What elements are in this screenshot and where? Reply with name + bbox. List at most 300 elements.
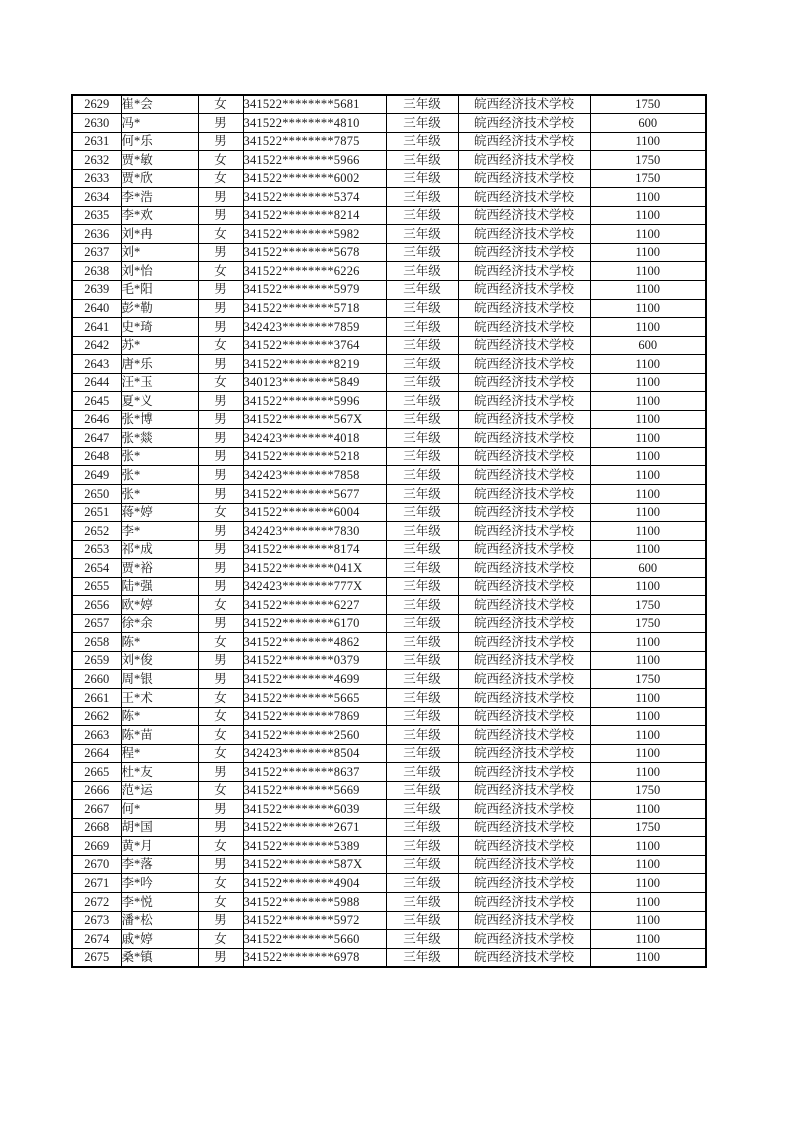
amount-cell: 1100 xyxy=(590,373,706,392)
id-number-cell: 342423********777X xyxy=(243,577,386,596)
table-row xyxy=(72,559,706,578)
amount-cell: 1100 xyxy=(590,837,706,856)
gender-cell: 男 xyxy=(198,114,243,133)
id-number-cell: 341522********5389 xyxy=(243,837,386,856)
table-row xyxy=(72,151,706,170)
grade-cell: 三年级 xyxy=(386,262,458,281)
school-cell: 皖西经济技术学校 xyxy=(458,336,590,355)
gender-cell: 男 xyxy=(198,559,243,578)
table-row xyxy=(72,262,706,281)
grade-cell: 三年级 xyxy=(386,726,458,745)
grade-cell: 三年级 xyxy=(386,299,458,318)
id-number-cell: 341522********5660 xyxy=(243,930,386,949)
grade-cell: 三年级 xyxy=(386,855,458,874)
serial-cell: 2666 xyxy=(72,781,121,800)
id-number-cell: 342423********4018 xyxy=(243,429,386,448)
table-row xyxy=(72,577,706,596)
id-number-cell: 342423********8504 xyxy=(243,744,386,763)
amount-cell: 1100 xyxy=(590,540,706,559)
serial-cell: 2672 xyxy=(72,893,121,912)
id-number-cell: 341522********5677 xyxy=(243,484,386,503)
serial-cell: 2644 xyxy=(72,373,121,392)
id-number-cell: 341522********5681 xyxy=(243,95,386,114)
serial-cell: 2630 xyxy=(72,114,121,133)
name-cell: 祁*成 xyxy=(121,540,198,559)
school-cell: 皖西经济技术学校 xyxy=(458,744,590,763)
school-cell: 皖西经济技术学校 xyxy=(458,874,590,893)
gender-cell: 男 xyxy=(198,410,243,429)
table-row xyxy=(72,169,706,188)
name-cell: 何*乐 xyxy=(121,132,198,151)
gender-cell: 男 xyxy=(198,299,243,318)
grade-cell: 三年级 xyxy=(386,188,458,207)
amount-cell: 1100 xyxy=(590,522,706,541)
gender-cell: 男 xyxy=(198,188,243,207)
grade-cell: 三年级 xyxy=(386,818,458,837)
school-cell: 皖西经济技术学校 xyxy=(458,503,590,522)
name-cell: 唐*乐 xyxy=(121,355,198,374)
gender-cell: 男 xyxy=(198,355,243,374)
serial-cell: 2633 xyxy=(72,169,121,188)
serial-cell: 2640 xyxy=(72,299,121,318)
grade-cell: 三年级 xyxy=(386,206,458,225)
table-row xyxy=(72,930,706,949)
id-number-cell: 341522********5374 xyxy=(243,188,386,207)
school-cell: 皖西经济技术学校 xyxy=(458,651,590,670)
gender-cell: 男 xyxy=(198,522,243,541)
serial-cell: 2651 xyxy=(72,503,121,522)
amount-cell: 1100 xyxy=(590,707,706,726)
id-number-cell: 341522********5669 xyxy=(243,781,386,800)
table-row xyxy=(72,225,706,244)
gender-cell: 男 xyxy=(198,911,243,930)
id-number-cell: 341522********6226 xyxy=(243,262,386,281)
amount-cell: 1100 xyxy=(590,484,706,503)
serial-cell: 2662 xyxy=(72,707,121,726)
grade-cell: 三年级 xyxy=(386,911,458,930)
table-row xyxy=(72,429,706,448)
school-cell: 皖西经济技术学校 xyxy=(458,169,590,188)
id-number-cell: 341522********4904 xyxy=(243,874,386,893)
amount-cell: 1100 xyxy=(590,744,706,763)
school-cell: 皖西经济技术学校 xyxy=(458,633,590,652)
grade-cell: 三年级 xyxy=(386,670,458,689)
serial-cell: 2645 xyxy=(72,392,121,411)
serial-cell: 2654 xyxy=(72,559,121,578)
table-row xyxy=(72,763,706,782)
gender-cell: 男 xyxy=(198,466,243,485)
table-row xyxy=(72,744,706,763)
student-funding-table-container xyxy=(71,94,707,968)
amount-cell: 1100 xyxy=(590,262,706,281)
grade-cell: 三年级 xyxy=(386,392,458,411)
id-number-cell: 341522********5979 xyxy=(243,280,386,299)
id-number-cell: 342423********7859 xyxy=(243,318,386,337)
school-cell: 皖西经济技术学校 xyxy=(458,114,590,133)
id-number-cell: 341522********6170 xyxy=(243,614,386,633)
amount-cell: 1100 xyxy=(590,911,706,930)
amount-cell: 1100 xyxy=(590,392,706,411)
grade-cell: 三年级 xyxy=(386,744,458,763)
amount-cell: 1100 xyxy=(590,318,706,337)
grade-cell: 三年级 xyxy=(386,930,458,949)
serial-cell: 2655 xyxy=(72,577,121,596)
table-row xyxy=(72,318,706,337)
table-row xyxy=(72,614,706,633)
amount-cell: 1100 xyxy=(590,633,706,652)
amount-cell: 1100 xyxy=(590,503,706,522)
gender-cell: 女 xyxy=(198,744,243,763)
table-row xyxy=(72,410,706,429)
amount-cell: 1100 xyxy=(590,651,706,670)
school-cell: 皖西经济技术学校 xyxy=(458,225,590,244)
name-cell: 刘* xyxy=(121,243,198,262)
amount-cell: 1750 xyxy=(590,169,706,188)
name-cell: 李* xyxy=(121,522,198,541)
id-number-cell: 342423********7830 xyxy=(243,522,386,541)
serial-cell: 2641 xyxy=(72,318,121,337)
name-cell: 戚*婷 xyxy=(121,930,198,949)
gender-cell: 男 xyxy=(198,818,243,837)
id-number-cell: 340123********5849 xyxy=(243,373,386,392)
id-number-cell: 341522********5678 xyxy=(243,243,386,262)
amount-cell: 1100 xyxy=(590,280,706,299)
id-number-cell: 341522********567X xyxy=(243,410,386,429)
school-cell: 皖西经济技术学校 xyxy=(458,262,590,281)
id-number-cell: 341522********7869 xyxy=(243,707,386,726)
grade-cell: 三年级 xyxy=(386,114,458,133)
school-cell: 皖西经济技术学校 xyxy=(458,373,590,392)
name-cell: 贾*裕 xyxy=(121,559,198,578)
serial-cell: 2671 xyxy=(72,874,121,893)
id-number-cell: 341522********8219 xyxy=(243,355,386,374)
gender-cell: 男 xyxy=(198,484,243,503)
table-row xyxy=(72,633,706,652)
id-number-cell: 341522********8637 xyxy=(243,763,386,782)
gender-cell: 女 xyxy=(198,262,243,281)
table-row xyxy=(72,818,706,837)
serial-cell: 2635 xyxy=(72,206,121,225)
amount-cell: 1750 xyxy=(590,818,706,837)
gender-cell: 女 xyxy=(198,95,243,114)
table-row xyxy=(72,540,706,559)
school-cell: 皖西经济技术学校 xyxy=(458,707,590,726)
table-row xyxy=(72,707,706,726)
name-cell: 张*燚 xyxy=(121,429,198,448)
id-number-cell: 341522********5966 xyxy=(243,151,386,170)
table-row xyxy=(72,447,706,466)
amount-cell: 1100 xyxy=(590,132,706,151)
serial-cell: 2650 xyxy=(72,484,121,503)
name-cell: 陈* xyxy=(121,633,198,652)
school-cell: 皖西经济技术学校 xyxy=(458,206,590,225)
id-number-cell: 341522********0379 xyxy=(243,651,386,670)
grade-cell: 三年级 xyxy=(386,280,458,299)
school-cell: 皖西经济技术学校 xyxy=(458,188,590,207)
id-number-cell: 341522********587X xyxy=(243,855,386,874)
id-number-cell: 342423********7858 xyxy=(243,466,386,485)
id-number-cell: 341522********5972 xyxy=(243,911,386,930)
grade-cell: 三年级 xyxy=(386,948,458,967)
school-cell: 皖西经济技术学校 xyxy=(458,559,590,578)
id-number-cell: 341522********8174 xyxy=(243,540,386,559)
name-cell: 李*浩 xyxy=(121,188,198,207)
name-cell: 陈*苗 xyxy=(121,726,198,745)
table-row xyxy=(72,800,706,819)
id-number-cell: 341522********6039 xyxy=(243,800,386,819)
gender-cell: 女 xyxy=(198,930,243,949)
grade-cell: 三年级 xyxy=(386,355,458,374)
name-cell: 周*银 xyxy=(121,670,198,689)
table-row xyxy=(72,206,706,225)
id-number-cell: 341522********4862 xyxy=(243,633,386,652)
serial-cell: 2634 xyxy=(72,188,121,207)
table-row xyxy=(72,948,706,967)
amount-cell: 1100 xyxy=(590,466,706,485)
name-cell: 贾*敏 xyxy=(121,151,198,170)
gender-cell: 女 xyxy=(198,503,243,522)
school-cell: 皖西经济技术学校 xyxy=(458,855,590,874)
school-cell: 皖西经济技术学校 xyxy=(458,614,590,633)
gender-cell: 女 xyxy=(198,689,243,708)
grade-cell: 三年级 xyxy=(386,651,458,670)
name-cell: 贾*欣 xyxy=(121,169,198,188)
school-cell: 皖西经济技术学校 xyxy=(458,299,590,318)
gender-cell: 男 xyxy=(198,132,243,151)
gender-cell: 女 xyxy=(198,633,243,652)
amount-cell: 1100 xyxy=(590,299,706,318)
name-cell: 苏* xyxy=(121,336,198,355)
amount-cell: 1100 xyxy=(590,243,706,262)
table-row xyxy=(72,95,706,114)
student-funding-table xyxy=(71,94,707,968)
grade-cell: 三年级 xyxy=(386,559,458,578)
table-row xyxy=(72,522,706,541)
gender-cell: 男 xyxy=(198,429,243,448)
grade-cell: 三年级 xyxy=(386,596,458,615)
id-number-cell: 341522********2671 xyxy=(243,818,386,837)
name-cell: 杜*友 xyxy=(121,763,198,782)
amount-cell: 1750 xyxy=(590,781,706,800)
name-cell: 刘*冉 xyxy=(121,225,198,244)
serial-cell: 2652 xyxy=(72,522,121,541)
table-row xyxy=(72,781,706,800)
table-row xyxy=(72,484,706,503)
name-cell: 欧*婷 xyxy=(121,596,198,615)
school-cell: 皖西经济技术学校 xyxy=(458,818,590,837)
gender-cell: 男 xyxy=(198,614,243,633)
name-cell: 刘*怡 xyxy=(121,262,198,281)
school-cell: 皖西经济技术学校 xyxy=(458,540,590,559)
school-cell: 皖西经济技术学校 xyxy=(458,930,590,949)
grade-cell: 三年级 xyxy=(386,577,458,596)
name-cell: 李*落 xyxy=(121,855,198,874)
id-number-cell: 341522********4810 xyxy=(243,114,386,133)
name-cell: 张* xyxy=(121,447,198,466)
amount-cell: 600 xyxy=(590,114,706,133)
gender-cell: 男 xyxy=(198,540,243,559)
amount-cell: 1100 xyxy=(590,225,706,244)
grade-cell: 三年级 xyxy=(386,781,458,800)
serial-cell: 2659 xyxy=(72,651,121,670)
amount-cell: 1100 xyxy=(590,763,706,782)
id-number-cell: 341522********6002 xyxy=(243,169,386,188)
table-row xyxy=(72,911,706,930)
id-number-cell: 341522********4699 xyxy=(243,670,386,689)
table-row xyxy=(72,373,706,392)
serial-cell: 2649 xyxy=(72,466,121,485)
id-number-cell: 341522********041X xyxy=(243,559,386,578)
gender-cell: 男 xyxy=(198,318,243,337)
grade-cell: 三年级 xyxy=(386,763,458,782)
name-cell: 毛*阳 xyxy=(121,280,198,299)
name-cell: 汪*玉 xyxy=(121,373,198,392)
name-cell: 蒋*婷 xyxy=(121,503,198,522)
id-number-cell: 341522********3764 xyxy=(243,336,386,355)
school-cell: 皖西经济技术学校 xyxy=(458,726,590,745)
name-cell: 夏*义 xyxy=(121,392,198,411)
amount-cell: 600 xyxy=(590,336,706,355)
school-cell: 皖西经济技术学校 xyxy=(458,243,590,262)
gender-cell: 男 xyxy=(198,670,243,689)
school-cell: 皖西经济技术学校 xyxy=(458,392,590,411)
name-cell: 李*欢 xyxy=(121,206,198,225)
id-number-cell: 341522********7875 xyxy=(243,132,386,151)
amount-cell: 1100 xyxy=(590,800,706,819)
table-row xyxy=(72,132,706,151)
gender-cell: 女 xyxy=(198,336,243,355)
gender-cell: 女 xyxy=(198,707,243,726)
school-cell: 皖西经济技术学校 xyxy=(458,911,590,930)
serial-cell: 2643 xyxy=(72,355,121,374)
id-number-cell: 341522********6004 xyxy=(243,503,386,522)
name-cell: 刘*俊 xyxy=(121,651,198,670)
grade-cell: 三年级 xyxy=(386,225,458,244)
grade-cell: 三年级 xyxy=(386,503,458,522)
table-row xyxy=(72,893,706,912)
amount-cell: 1750 xyxy=(590,596,706,615)
gender-cell: 女 xyxy=(198,893,243,912)
id-number-cell: 341522********5218 xyxy=(243,447,386,466)
serial-cell: 2664 xyxy=(72,744,121,763)
amount-cell: 1750 xyxy=(590,614,706,633)
grade-cell: 三年级 xyxy=(386,893,458,912)
gender-cell: 男 xyxy=(198,948,243,967)
gender-cell: 男 xyxy=(198,447,243,466)
name-cell: 徐*余 xyxy=(121,614,198,633)
amount-cell: 600 xyxy=(590,559,706,578)
school-cell: 皖西经济技术学校 xyxy=(458,948,590,967)
gender-cell: 男 xyxy=(198,800,243,819)
name-cell: 王*术 xyxy=(121,689,198,708)
serial-cell: 2668 xyxy=(72,818,121,837)
name-cell: 何* xyxy=(121,800,198,819)
id-number-cell: 341522********5982 xyxy=(243,225,386,244)
grade-cell: 三年级 xyxy=(386,336,458,355)
school-cell: 皖西经济技术学校 xyxy=(458,151,590,170)
table-row xyxy=(72,596,706,615)
id-number-cell: 341522********6227 xyxy=(243,596,386,615)
school-cell: 皖西经济技术学校 xyxy=(458,429,590,448)
table-row xyxy=(72,651,706,670)
id-number-cell: 341522********5665 xyxy=(243,689,386,708)
table-row xyxy=(72,243,706,262)
grade-cell: 三年级 xyxy=(386,466,458,485)
id-number-cell: 341522********5988 xyxy=(243,893,386,912)
grade-cell: 三年级 xyxy=(386,614,458,633)
gender-cell: 女 xyxy=(198,837,243,856)
serial-cell: 2669 xyxy=(72,837,121,856)
gender-cell: 男 xyxy=(198,243,243,262)
name-cell: 冯* xyxy=(121,114,198,133)
amount-cell: 1100 xyxy=(590,355,706,374)
serial-cell: 2661 xyxy=(72,689,121,708)
school-cell: 皖西经济技术学校 xyxy=(458,447,590,466)
grade-cell: 三年级 xyxy=(386,540,458,559)
school-cell: 皖西经济技术学校 xyxy=(458,837,590,856)
grade-cell: 三年级 xyxy=(386,484,458,503)
table-row xyxy=(72,503,706,522)
amount-cell: 1100 xyxy=(590,447,706,466)
grade-cell: 三年级 xyxy=(386,169,458,188)
gender-cell: 男 xyxy=(198,651,243,670)
school-cell: 皖西经济技术学校 xyxy=(458,280,590,299)
name-cell: 崔*会 xyxy=(121,95,198,114)
table-row xyxy=(72,874,706,893)
gender-cell: 女 xyxy=(198,373,243,392)
grade-cell: 三年级 xyxy=(386,874,458,893)
school-cell: 皖西经济技术学校 xyxy=(458,689,590,708)
id-number-cell: 341522********8214 xyxy=(243,206,386,225)
table-row xyxy=(72,670,706,689)
school-cell: 皖西经济技术学校 xyxy=(458,95,590,114)
serial-cell: 2658 xyxy=(72,633,121,652)
id-number-cell: 341522********5996 xyxy=(243,392,386,411)
table-row xyxy=(72,726,706,745)
name-cell: 张*博 xyxy=(121,410,198,429)
grade-cell: 三年级 xyxy=(386,151,458,170)
gender-cell: 男 xyxy=(198,855,243,874)
amount-cell: 1100 xyxy=(590,188,706,207)
school-cell: 皖西经济技术学校 xyxy=(458,670,590,689)
gender-cell: 女 xyxy=(198,225,243,244)
id-number-cell: 341522********6978 xyxy=(243,948,386,967)
name-cell: 范*运 xyxy=(121,781,198,800)
gender-cell: 女 xyxy=(198,151,243,170)
name-cell: 潘*松 xyxy=(121,911,198,930)
serial-cell: 2656 xyxy=(72,596,121,615)
name-cell: 李*悦 xyxy=(121,893,198,912)
grade-cell: 三年级 xyxy=(386,447,458,466)
amount-cell: 1100 xyxy=(590,855,706,874)
school-cell: 皖西经济技术学校 xyxy=(458,484,590,503)
school-cell: 皖西经济技术学校 xyxy=(458,355,590,374)
id-number-cell: 341522********5718 xyxy=(243,299,386,318)
grade-cell: 三年级 xyxy=(386,410,458,429)
serial-cell: 2642 xyxy=(72,336,121,355)
amount-cell: 1100 xyxy=(590,726,706,745)
gender-cell: 男 xyxy=(198,577,243,596)
name-cell: 黄*月 xyxy=(121,837,198,856)
grade-cell: 三年级 xyxy=(386,429,458,448)
amount-cell: 1100 xyxy=(590,689,706,708)
serial-cell: 2636 xyxy=(72,225,121,244)
serial-cell: 2648 xyxy=(72,447,121,466)
id-number-cell: 341522********2560 xyxy=(243,726,386,745)
serial-cell: 2665 xyxy=(72,763,121,782)
serial-cell: 2674 xyxy=(72,930,121,949)
amount-cell: 1100 xyxy=(590,429,706,448)
